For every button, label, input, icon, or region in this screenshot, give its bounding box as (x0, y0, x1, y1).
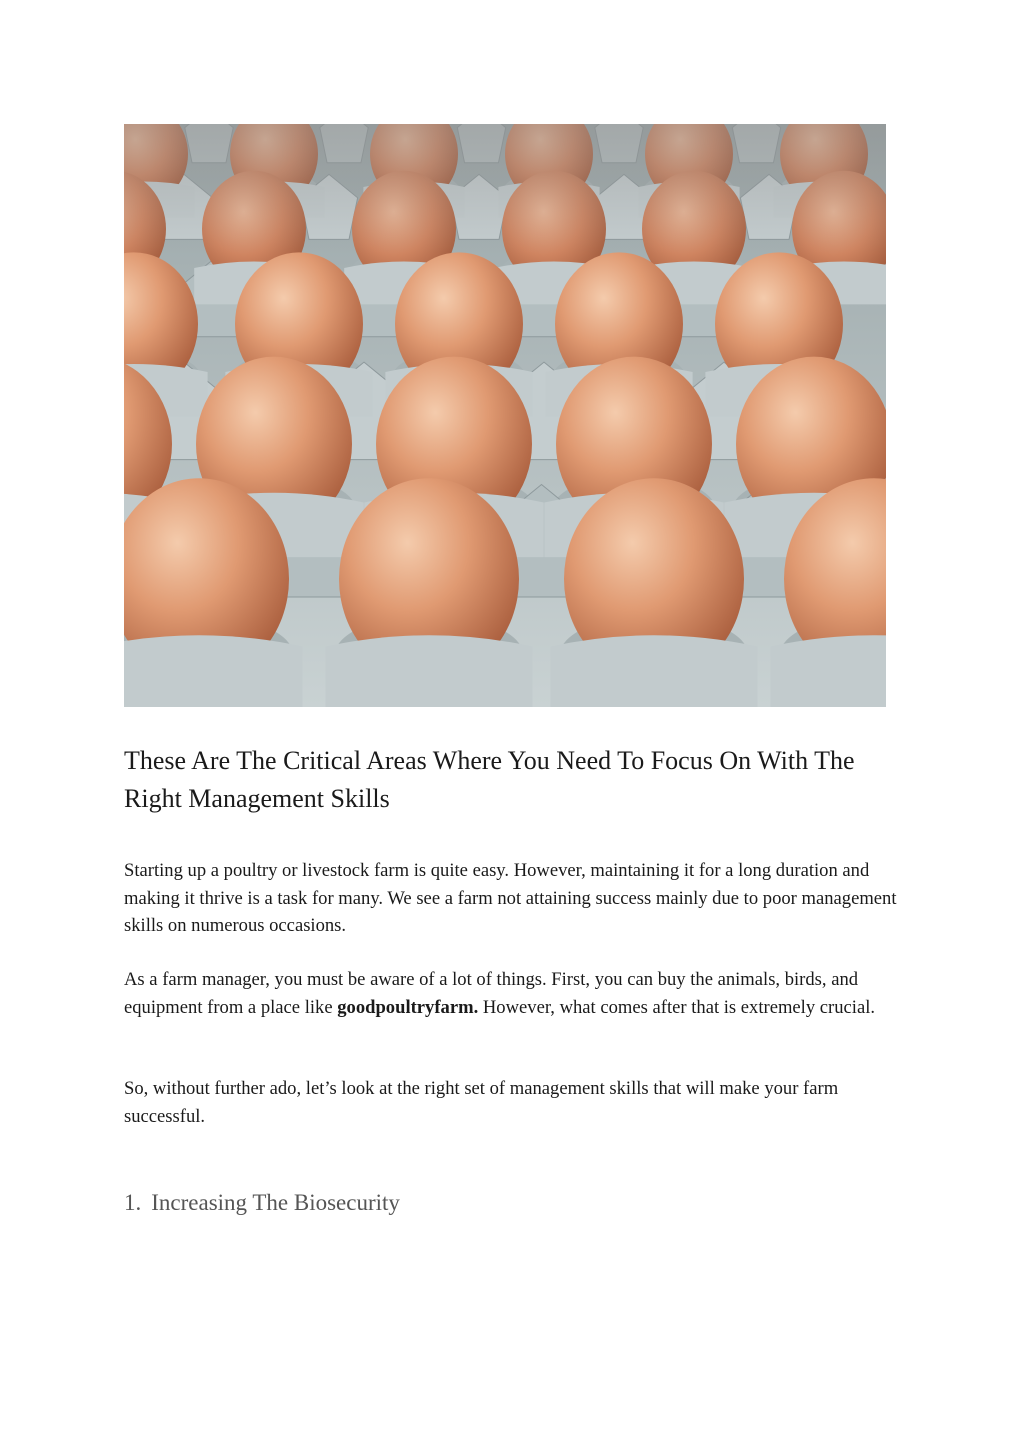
tray-lip (124, 635, 303, 707)
intro-paragraph: Starting up a poultry or livestock farm is quite easy. However, maintaining it for a long duration and making it thrive is a task for many. We see a farm not attaining success mainly due to poor management skills on numerous occasions. (124, 860, 897, 936)
section-heading-biosecurity (124, 1187, 400, 1219)
section-number: 1. (124, 1190, 142, 1215)
paragraph-text: However, what comes after that is extremely crucial. (478, 996, 876, 1018)
tray-lip (326, 635, 533, 707)
goodpoultryfarm-link[interactable]: goodpoultryfarm. (337, 996, 479, 1018)
transition-paragraph: So, without further ado, let’s look at the right set of management skills that will make your farm successful. (124, 1078, 839, 1127)
paragraph-text: As a farm manager, you must be aware of a lot of things. First, you can buy the animals, birds, and equipment from a place like (124, 969, 859, 1018)
article-title: These Are The Critical Areas Where You Need To Focus On With The Right Management Skills (124, 746, 855, 813)
tray-lip (771, 635, 887, 707)
eggs-illustration (124, 124, 886, 707)
tray-lip (551, 635, 758, 707)
section-title: Increasing The Biosecurity (151, 1190, 400, 1215)
eggs-in-tray-image (124, 124, 886, 707)
farm-manager-paragraph (124, 966, 909, 1021)
